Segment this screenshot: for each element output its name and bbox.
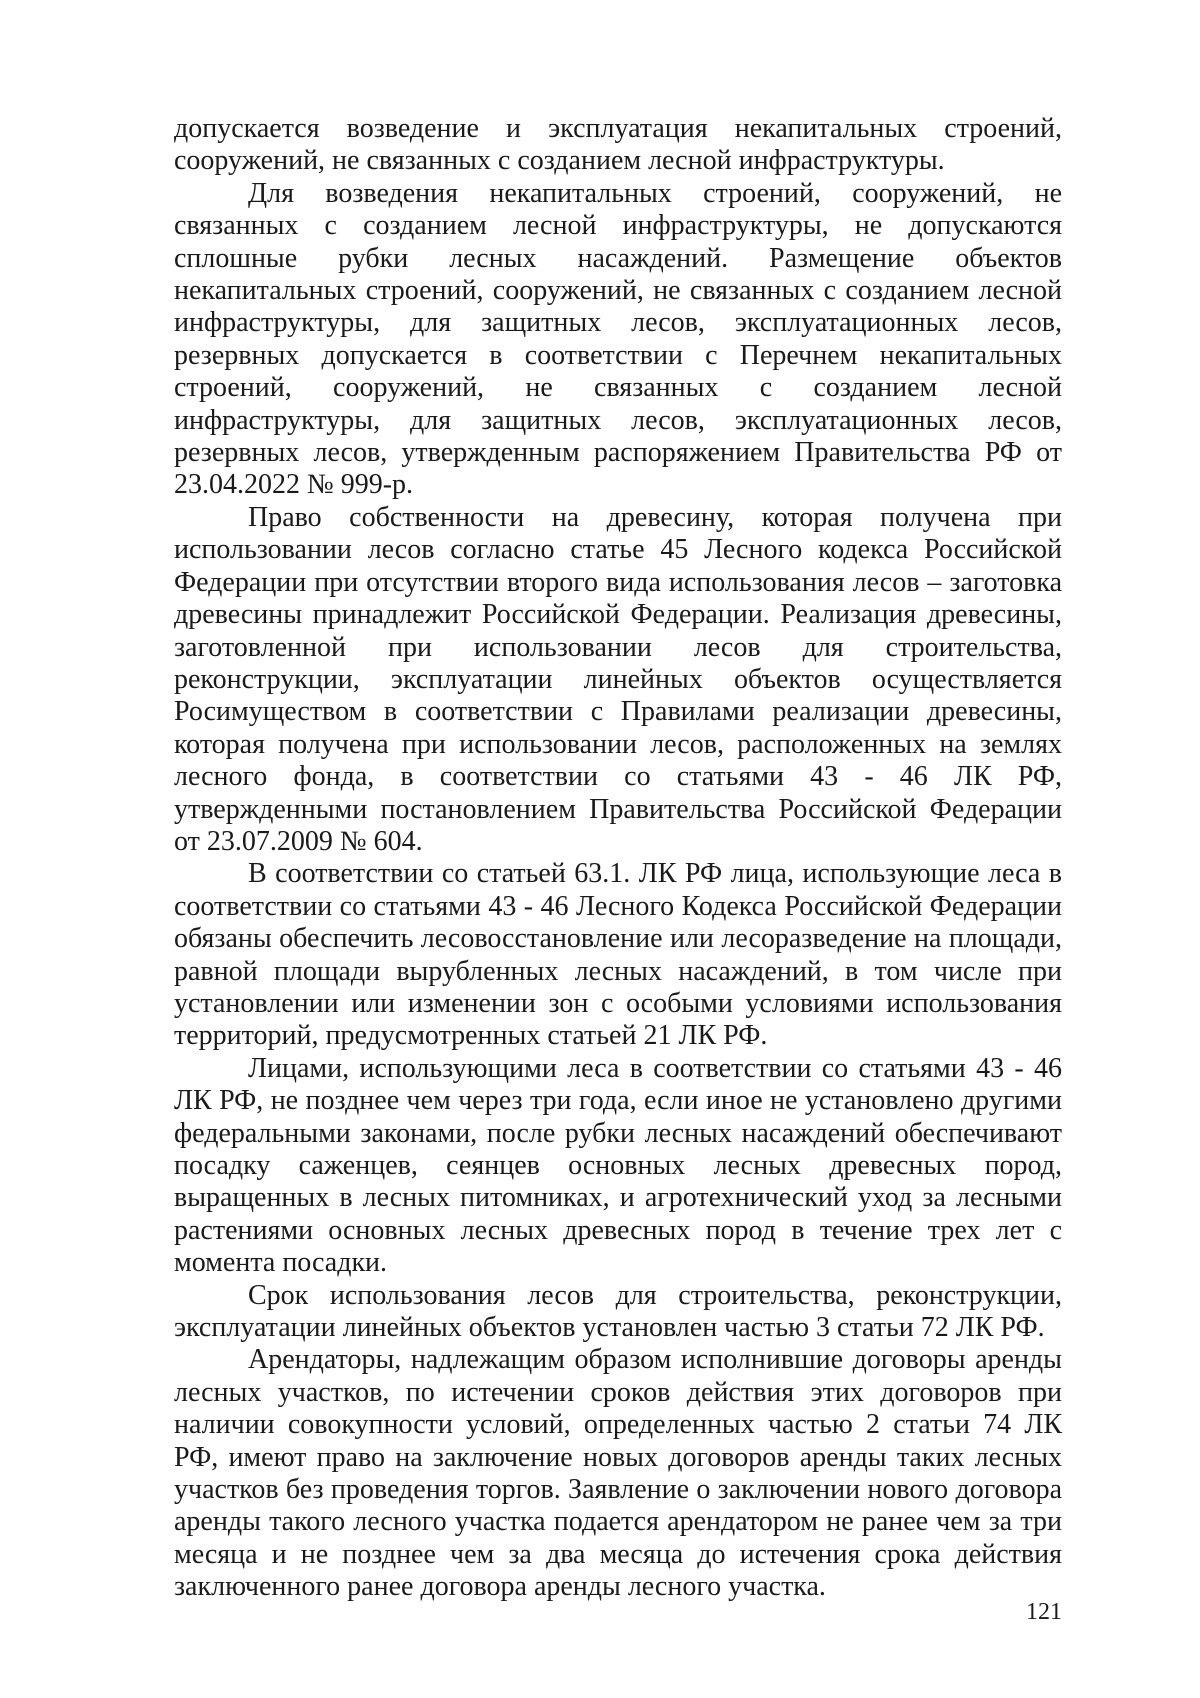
paragraph-1: допускается возведение и эксплуатация некапитальных строений, сооружений, не связанных с созданием лесной инфраструктуры. — [174, 113, 1062, 177]
paragraph-5: Лицами, использующими леса в соответствии со статьями 43 - 46 ЛК РФ, не позднее чем через три года, если иное не установлено другими федеральными законами, после рубки лесных насаждений обеспечивают посадку саженцев, сеянцев основных лесных древесных пород, выращенных в лесных питомниках, и агротехнический уход за лесными растениями основных лесных древесных пород в течение трех лет с момента посадки. — [174, 1052, 1062, 1279]
document-body — [174, 113, 1062, 1604]
paragraph-7: Арендаторы, надлежащим образом исполнившие договоры аренды лесных участков, по истечении сроков действия этих договоров при наличии совокупности условий, определенных частью 2 статьи 74 ЛК РФ, имеют право на заключение новых договоров аренды таких лесных участков без проведения торгов. Заявление о заключении нового договора аренды такого лесного участка подается арендатором не ранее чем за три месяца и не позднее чем за два месяца до истечения срока действия заключенного ранее договора аренды лесного участка. — [174, 1344, 1062, 1603]
paragraph-2: Для возведения некапитальных строений, сооружений, не связанных с созданием лесной инфраструктуры, не допускаются сплошные рубки лесных насаждений. Размещение объектов некапитальных строений, сооружений, не связанных с созданием лесной инфраструктуры, для защитных лесов, эксплуатационных лесов, резервных допускается в соответствии с Перечнем некапитальных строений, сооружений, не связанных с созданием лесной инфраструктуры, для защитных лесов, эксплуатационных лесов, резервных лесов, утвержденным распоряжением Правительства РФ от 23.04.2022 № 999-р. — [174, 177, 1062, 501]
paragraph-4: В соответствии со статьей 63.1. ЛК РФ лица, использующие леса в соответствии со статьями 43 - 46 Лесного Кодекса Российской Федерации обязаны обеспечить лесовосстановление или лесоразведение на площади, равной площади вырубленных лесных насаждений, в том числе при установлении или изменении зон с особыми условиями использования территорий, предусмотренных статьей 21 ЛК РФ. — [174, 858, 1062, 1052]
paragraph-3: Право собственности на древесину, которая получена при использовании лесов согласно статье 45 Лесного кодекса Российской Федерации при отсутствии второго вида использования лесов – заготовка древесины принадлежит Российской Федерации. Реализация древесины, заготовленной при использовании лесов для строительства, реконструкции, эксплуатации линейных объектов осуществляется Росимуществом в соответствии с Правилами реализации древесины, которая получена при использовании лесов, расположенных на землях лесного фонда, в соответствии со статьями 43 - 46 ЛК РФ, утвержденными постановлением Правительства Российской Федерации от 23.07.2009 № 604. — [174, 501, 1062, 857]
paragraph-6: Срок использования лесов для строительства, реконструкции, эксплуатации линейных объектов установлен частью 3 статьи 72 ЛК РФ. — [174, 1279, 1062, 1344]
page-number: 121 — [1026, 1599, 1062, 1625]
